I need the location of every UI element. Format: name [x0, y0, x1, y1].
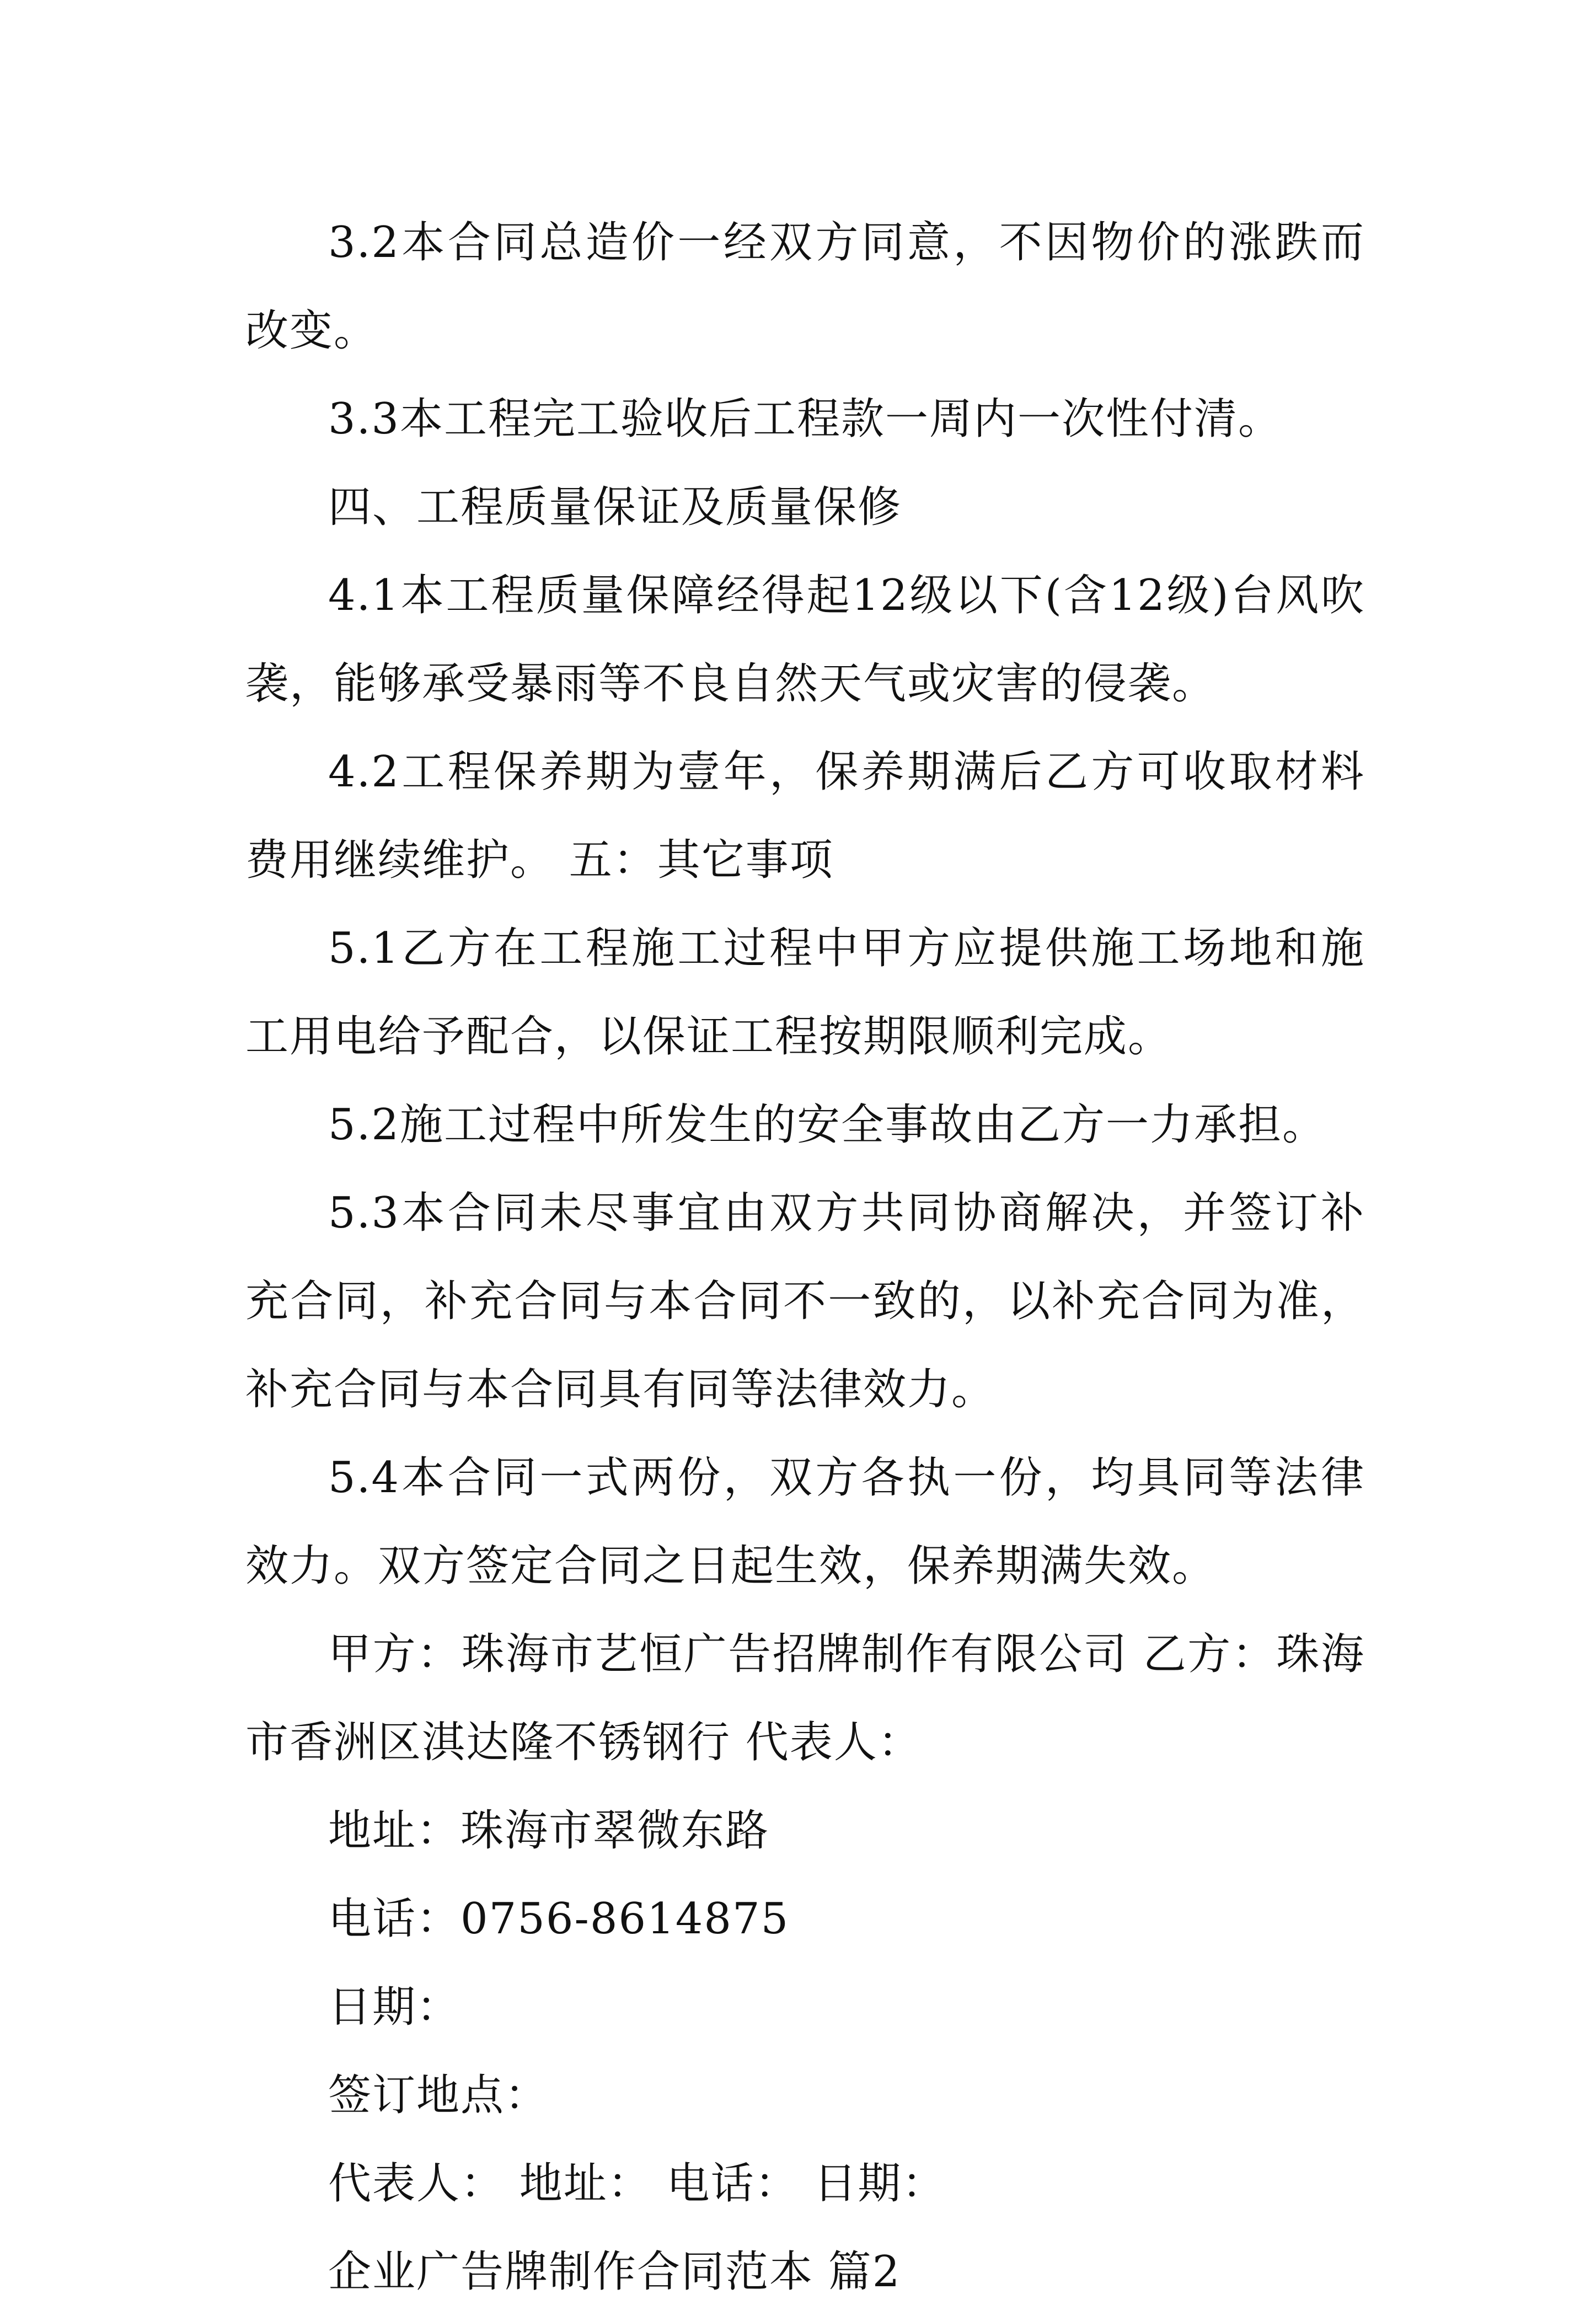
phone-line: 电话：0756-8614875	[328, 1894, 790, 1944]
paragraph-5-2: 5.2施工过程中所发生的安全事故由乙方一力承担。	[328, 1100, 1327, 1150]
address-line: 地址：珠海市翠微东路	[328, 1806, 770, 1856]
paragraph-3-3: 3.3本工程完工验收后工程款一周内一次性付清。	[328, 394, 1283, 444]
paragraph-5-4: 5.4本合同一式两份，双方各执一份，均具同等法律效力。双方签定合同之日起生效，保养期满失效。	[245, 1453, 1365, 1591]
date-line: 日期：	[328, 1982, 461, 2032]
paragraph-5-1: 5.1乙方在工程施工过程中甲方应提供施工场地和施工用电给予配合，以保证工程按期限顺利完成。	[245, 924, 1365, 1062]
paragraph-5-3: 5.3本合同未尽事宜由双方共同协商解决，并签订补充合同，补充合同与本合同不一致的，以补充合同为准，补充合同与本合同具有同等法律效力。	[245, 1188, 1365, 1414]
party-b-fields-line: 代表人： 地址： 电话： 日期：	[328, 2159, 946, 2208]
signing-place-line: 签订地点：	[328, 2071, 549, 2120]
paragraph-3-2: 3.2本合同总造价一经双方同意，不因物价的涨跌而改变。	[245, 218, 1365, 356]
paragraph-4-1: 4.1本工程质量保障经得起12级以下(含12级)台风吹袭，能够承受暴雨等不良自然天气或灾害的侵袭。	[245, 571, 1365, 709]
next-article-title: 企业广告牌制作合同范本 篇2	[328, 2247, 901, 2297]
document-body	[245, 199, 1365, 2316]
party-info: 甲方：珠海市艺恒广告招牌制作有限公司 乙方：珠海市香洲区淇达隆不锈钢行 代表人：	[245, 1629, 1365, 1767]
paragraph-4-2: 4.2工程保养期为壹年，保养期满后乙方可收取材料费用继续维护。 五：其它事项	[245, 747, 1365, 885]
section-heading-4: 四、工程质量保证及质量保修	[328, 482, 902, 532]
